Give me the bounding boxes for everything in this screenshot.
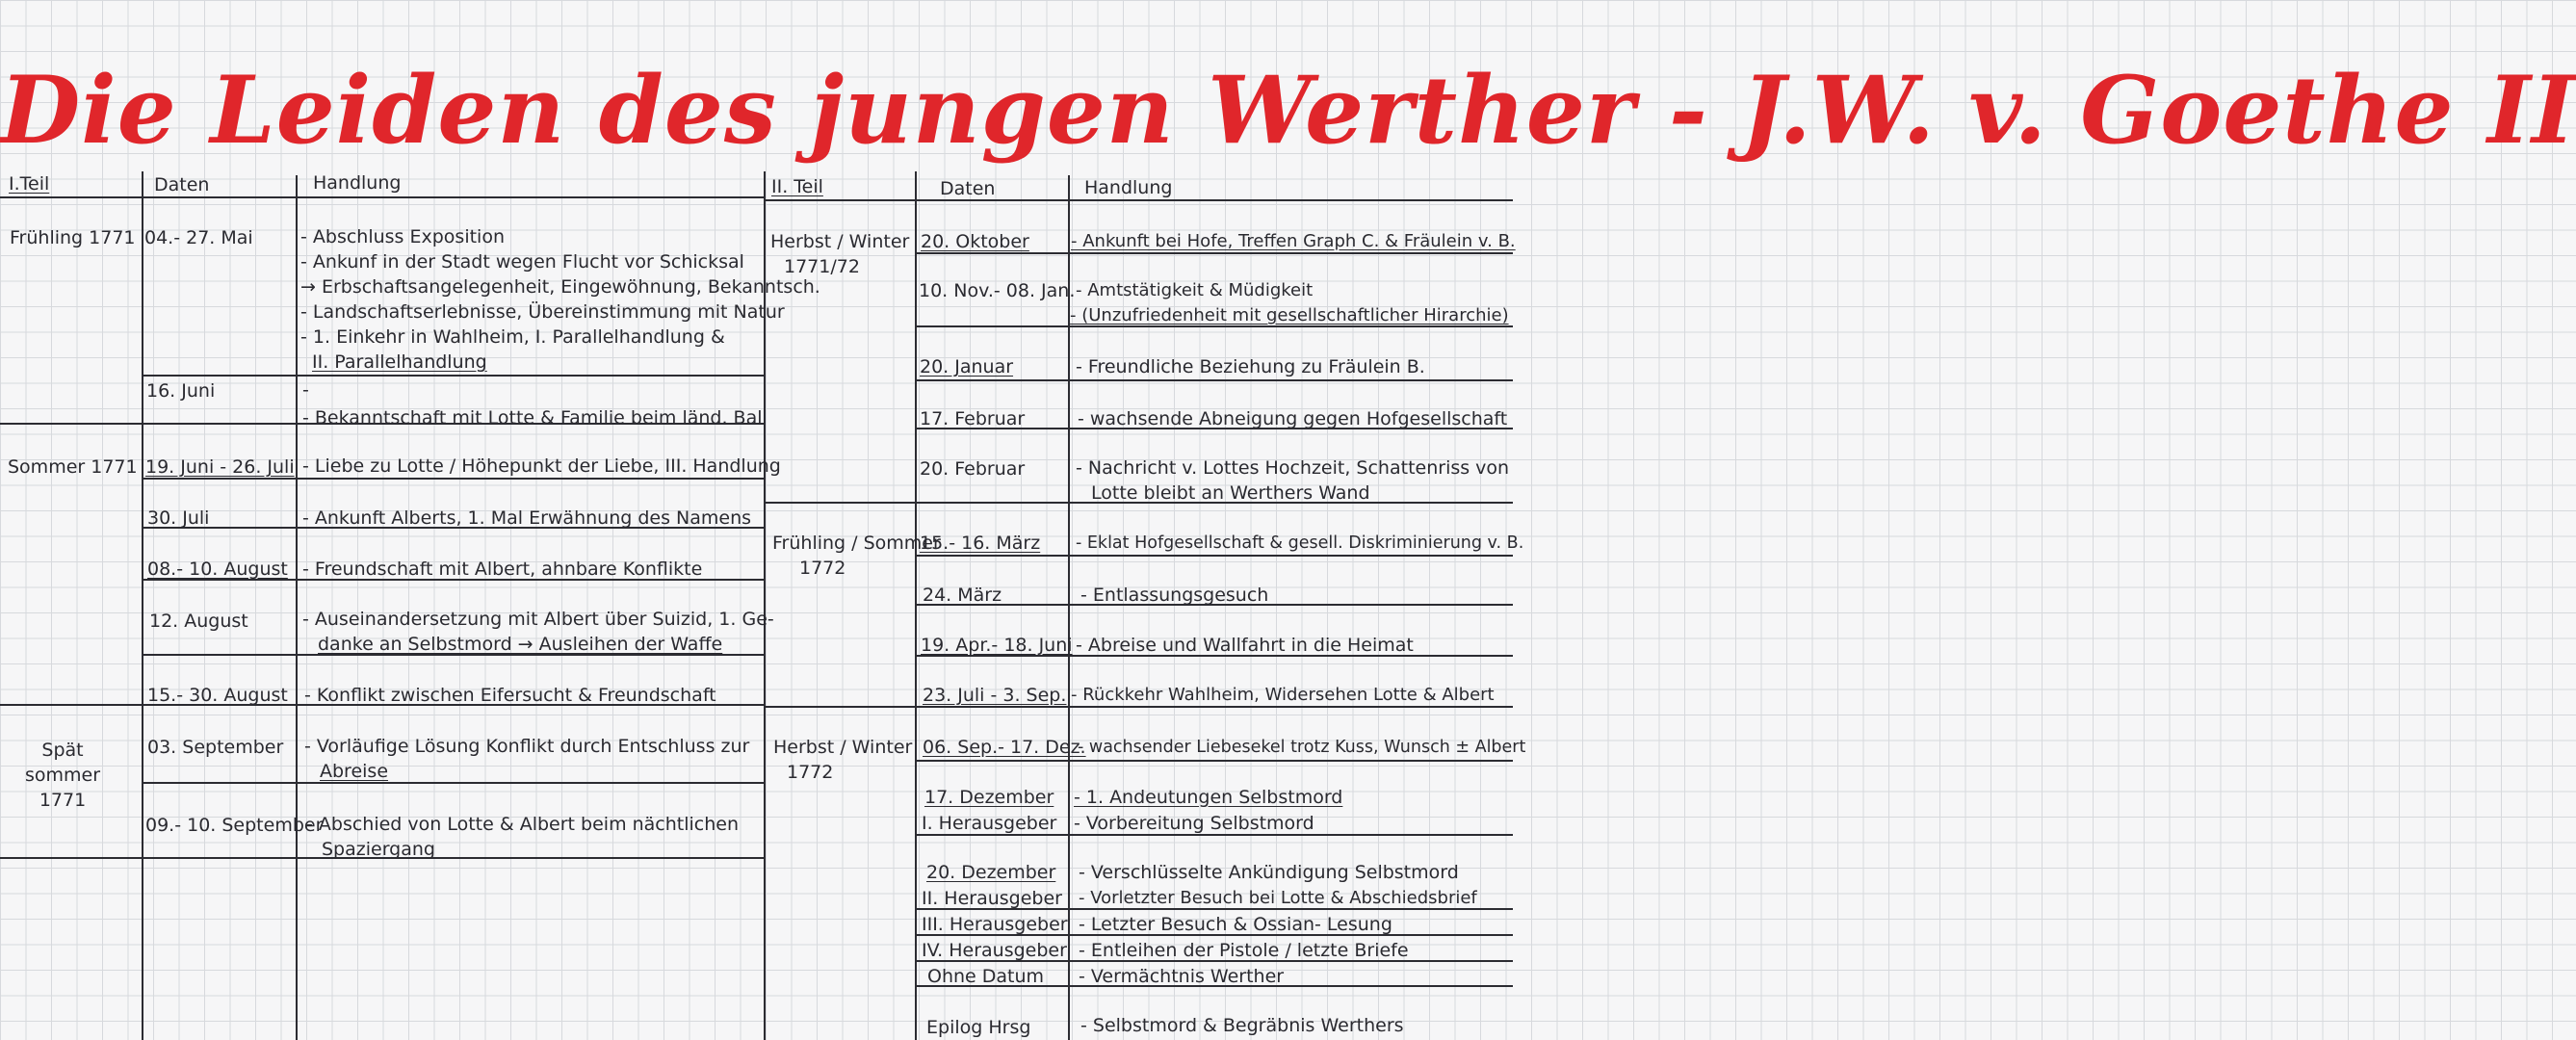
column-header-teil: II. Teil [771,176,823,197]
event-line: - Vorbereitung Selbstmord [1074,813,1314,834]
divider [915,834,1513,836]
event-line: - 1. Andeutungen Selbstmord [1074,787,1343,808]
event-line: - Vorletzter Besuch bei Lotte & Abschiedsbrief [1079,888,1477,908]
event-line: - Abschluss Exposition [300,226,506,247]
event-line: - 1. Einkehr in Wahlheim, I. Parallelhandlung & [300,326,725,348]
event-line: - Ankunft Alberts, 1. Mal Erwähnung des Namens [302,507,752,529]
event-line: - Eklat Hofgesellschaft & gesell. Diskriminierung v. B. [1076,533,1524,553]
season-label: 1772 [799,558,846,579]
event-line: - Ankunft bei Hofe, Treffen Graph C. & Fräulein v. B. [1071,231,1516,251]
column-header-daten: Daten [154,174,210,195]
season-label: Herbst / Winter [773,737,913,758]
event-line: - Entleihen der Pistole / letzte Briefe [1079,940,1409,961]
event-line: - Ankunf in der Stadt wegen Flucht vor Schicksal [300,251,744,273]
date-entry: IV. Herausgeber [922,940,1067,961]
event-line: - Abschied von Lotte & Albert beim nächtlichen [306,814,740,835]
event-line: - (Unzufriedenheit mit gesellschaftlicher Hirarchie) [1070,305,1509,325]
date-entry: II. Herausgeber [922,888,1062,909]
event-line: Abreise [320,761,389,782]
divider [915,379,1513,381]
event-line: - Auseinandersetzung mit Albert über Suizid, 1. Ge- [302,609,774,630]
event-line: - Landschaftserlebnisse, Übereinstimmung mit Natur [300,301,785,323]
divider [142,171,143,1040]
date-entry: 19. Apr.- 18. Juni [921,635,1073,656]
event-line: - Rückkehr Wahlheim, Widersehen Lotte & Albert [1071,685,1495,705]
event-line: - Vermächtnis Werther [1079,966,1285,987]
event-list [1070,278,1509,328]
date-entry: 20. Oktober [921,231,1029,252]
divider [0,196,766,198]
divider [915,555,1513,557]
date-entry: III. Herausgeber [922,914,1068,935]
column-header-teil: I.Teil [9,173,50,195]
event-list [302,607,774,657]
season-label: Sommer 1771 [8,456,138,478]
date-entry: 09.- 10. September [145,815,324,836]
event-line: - Abreise und Wallfahrt in die Heimat [1076,635,1414,656]
event-list [1076,455,1509,506]
divider [766,199,1513,201]
event-line: Lotte bleibt an Werthers Wand [1091,482,1370,504]
event-line: - Letzter Besuch & Ossian- Lesung [1079,914,1392,935]
date-entry: 17. Februar [920,408,1026,429]
date-entry: 20. Februar [920,458,1026,480]
divider [915,760,1513,762]
date-entry: 06. Sep.- 17. Dez. [923,737,1086,758]
event-line: - wachsende Abneigung gegen Hofgesellschaft [1078,408,1508,429]
divider [142,478,766,480]
date-entry: 03. September [147,737,284,758]
date-entry: 19. Juni - 26. Juli [145,456,295,478]
date-entry: 08.- 10. August [147,559,288,580]
date-entry: Epilog Hrsg [926,1017,1031,1038]
event-line: - Freundschaft mit Albert, ahnbare Konflikte [302,559,703,580]
season-label: Frühling / Sommer [772,533,941,554]
date-entry: 23. Juli - 3. Sep. [923,685,1067,706]
event-line: - Verschlüsselte Ankündigung Selbstmord [1079,862,1459,883]
date-entry: 15.- 16. März [920,533,1041,554]
date-entry: 30. Juli [147,507,210,529]
event-line: - Entlassungsgesuch [1080,585,1269,606]
season-label: 1771/72 [784,256,860,277]
event-line: - [302,379,309,401]
date-entry: 04.- 27. Mai [144,227,253,248]
column-header-daten: Daten [940,178,996,199]
event-line: Spaziergang [322,839,435,860]
season-label: Frühling 1771 [10,227,136,248]
date-entry: 17. Dezember [924,787,1054,808]
date-entry: 12. August [149,611,248,632]
event-line: danke an Selbstmord → Ausleihen der Waffe [318,634,723,655]
event-line: - wachsender Liebesekel trotz Kuss, Wunsch ± Albert [1078,738,1526,757]
event-list [300,224,820,375]
event-line: - Konflikt zwischen Eifersucht & Freundschaft [304,685,716,706]
divider [296,175,298,1040]
date-entry: 20. Dezember [926,862,1056,883]
page-title: Die Leiden des jungen Werther - J.W. v. Goethe II [0,56,2576,165]
season-label: 1772 [787,762,834,783]
event-line: - Selbstmord & Begräbnis Werthers [1080,1015,1404,1036]
season-label: Spät sommer 1771 [24,740,101,811]
date-entry: 15.- 30. August [147,685,288,706]
season-label: Herbst / Winter [770,231,910,252]
column-header-handlung: Handlung [1084,177,1173,198]
date-entry: 16. Juni [146,380,216,402]
event-line: - Liebe zu Lotte / Höhepunkt der Liebe, III. Handlung [302,455,781,477]
event-line: → Erbschaftsangelegenheit, Eingewöhnung, Bekanntsch. [300,276,820,298]
divider [915,252,1513,254]
divider [142,375,766,377]
divider [766,706,1513,708]
event-list [304,734,749,784]
event-line: - Amtstätigkeit & Müdigkeit [1076,280,1314,300]
date-entry: I. Herausgeber [922,813,1057,834]
event-line: - Bekanntschaft mit Lotte & Familie beim länd. Ball [302,407,768,429]
event-line: II. Parallelhandlung [312,351,487,373]
date-entry: Ohne Datum [927,966,1045,987]
event-line: - Vorläufige Lösung Konflikt durch Entschluss zur [304,736,750,757]
event-list [306,812,739,862]
event-line: - Nachricht v. Lottes Hochzeit, Schattenriss von [1076,457,1510,479]
date-entry: 10. Nov.- 08. Jan. [919,280,1076,301]
date-entry: 24. März [923,585,1002,606]
event-line: - Freundliche Beziehung zu Fräulein B. [1076,356,1425,377]
date-entry: 20. Januar [920,356,1014,377]
column-header-handlung: Handlung [313,172,402,194]
